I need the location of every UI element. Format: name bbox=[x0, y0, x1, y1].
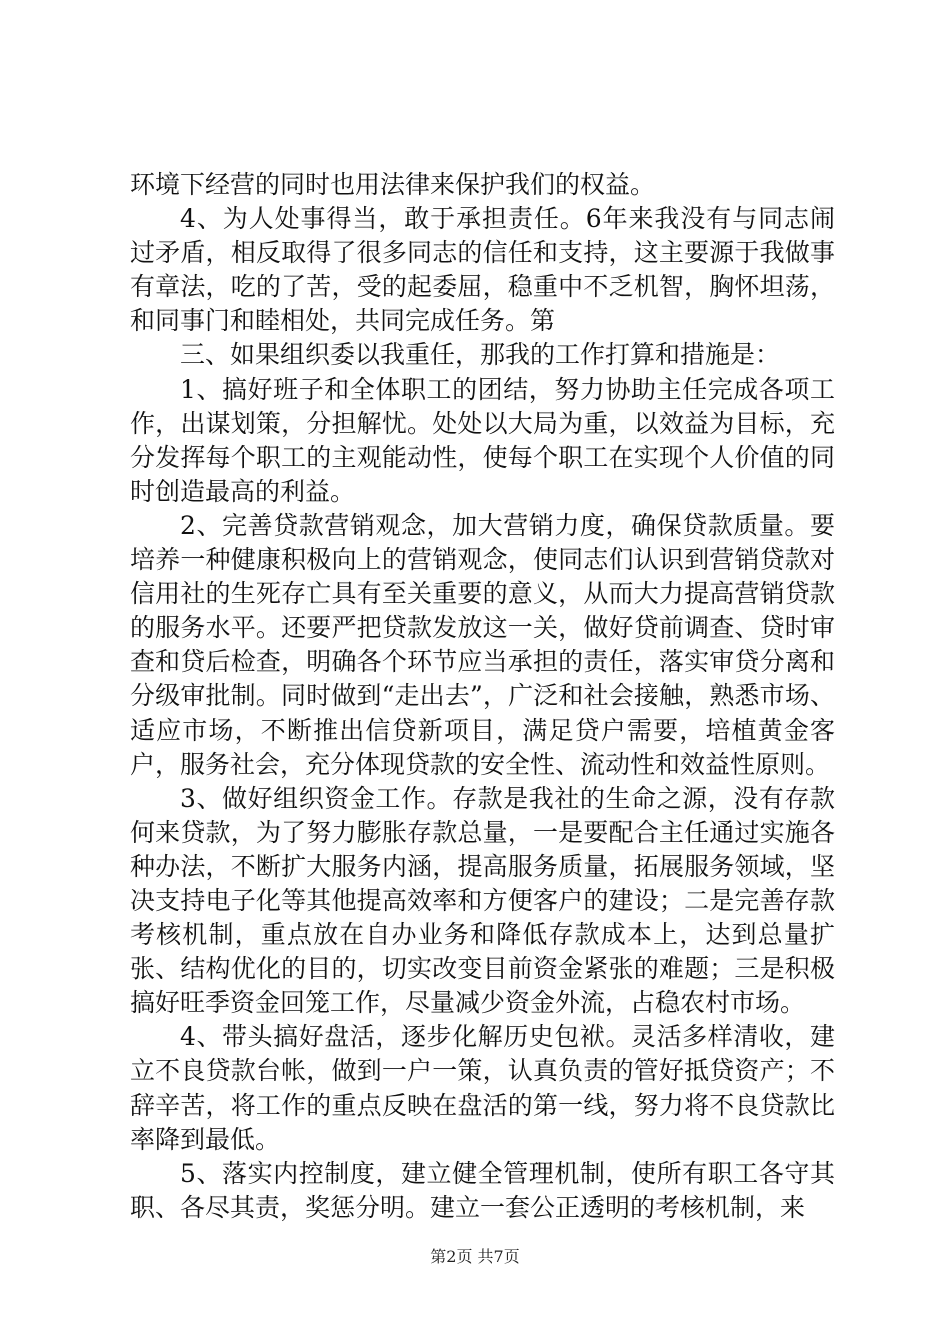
paragraph: 1、搞好班子和全体职工的团结，努力协助主任完成各项工作，出谋划策，分担解忧。处处以大局为重，以效益为目标，充分发挥每个职工的主观能动性，使每个职工在实现个人价值的同时创造最高的利益。 bbox=[130, 374, 835, 506]
paragraph: 环境下经营的同时也用法律来保护我们的权益。 bbox=[130, 170, 656, 199]
paragraph: 4、带头搞好盘活，逐步化解历史包袱。灵活多样清收，建立不良贷款台帐，做到一户一策，认真负责的管好抵贷资产；不辞辛苦，将工作的重点反映在盘活的第一线，努力将不良贷款比率降到最低。 bbox=[130, 1022, 835, 1154]
body-text bbox=[130, 168, 835, 1225]
paragraph: 5、落实内控制度，建立健全管理机制，使所有职工各守其职、各尽其责，奖惩分明。建立一套公正透明的考核机制，来 bbox=[130, 1158, 835, 1222]
paragraph: 3、做好组织资金工作。存款是我社的生命之源，没有存款何来贷款，为了努力膨胀存款总量，一是要配合主任通过实施各种办法，不断扩大服务内涵，提高服务质量，拓展服务领域，坚决支持电子化等其他提高效率和方便客户的建设；二是完善存款考核机制，重点放在自办业务和降低存款成本上，达到总量扩张、结构优化的目的，切实改变目前资金紧张的难题；三是积极搞好旺季资金回笼工作，尽量减少资金外流，占稳农村市场。 bbox=[130, 783, 835, 1018]
paragraph: 4、为人处事得当，敢于承担责任。6年来我没有与同志闹过矛盾，相反取得了很多同志的信任和支持，这主要源于我做事有章法，吃的了苦，受的起委屈，稳重中不乏机智，胸怀坦荡，和同事门和睦相处，共同完成任务。第 bbox=[130, 204, 835, 336]
page-footer: 第2页 共7页 bbox=[430, 1247, 520, 1266]
paragraph: 三、如果组织委以我重任，那我的工作打算和措施是： bbox=[180, 340, 781, 370]
paragraph: 2、完善贷款营销观念，加大营销力度，确保贷款质量。要培养一种健康积极向上的营销观念，使同志们认识到营销贷款对信用社的生死存亡具有至关重要的意义，从而大力提高营销贷款的服务水平。还要严把贷款发放这一关，做好贷前调查、贷时审查和贷后检查，明确各个环节应当承担的责任，落实审贷分离和分级审批制。同时做到“走出去”，广泛和社会接触，熟悉市场、适应市场，不断推出信贷新项目，满足贷户需要，培植黄金客户，服务社会，充分体现贷款的安全性、流动性和效益性原则。 bbox=[130, 510, 835, 779]
